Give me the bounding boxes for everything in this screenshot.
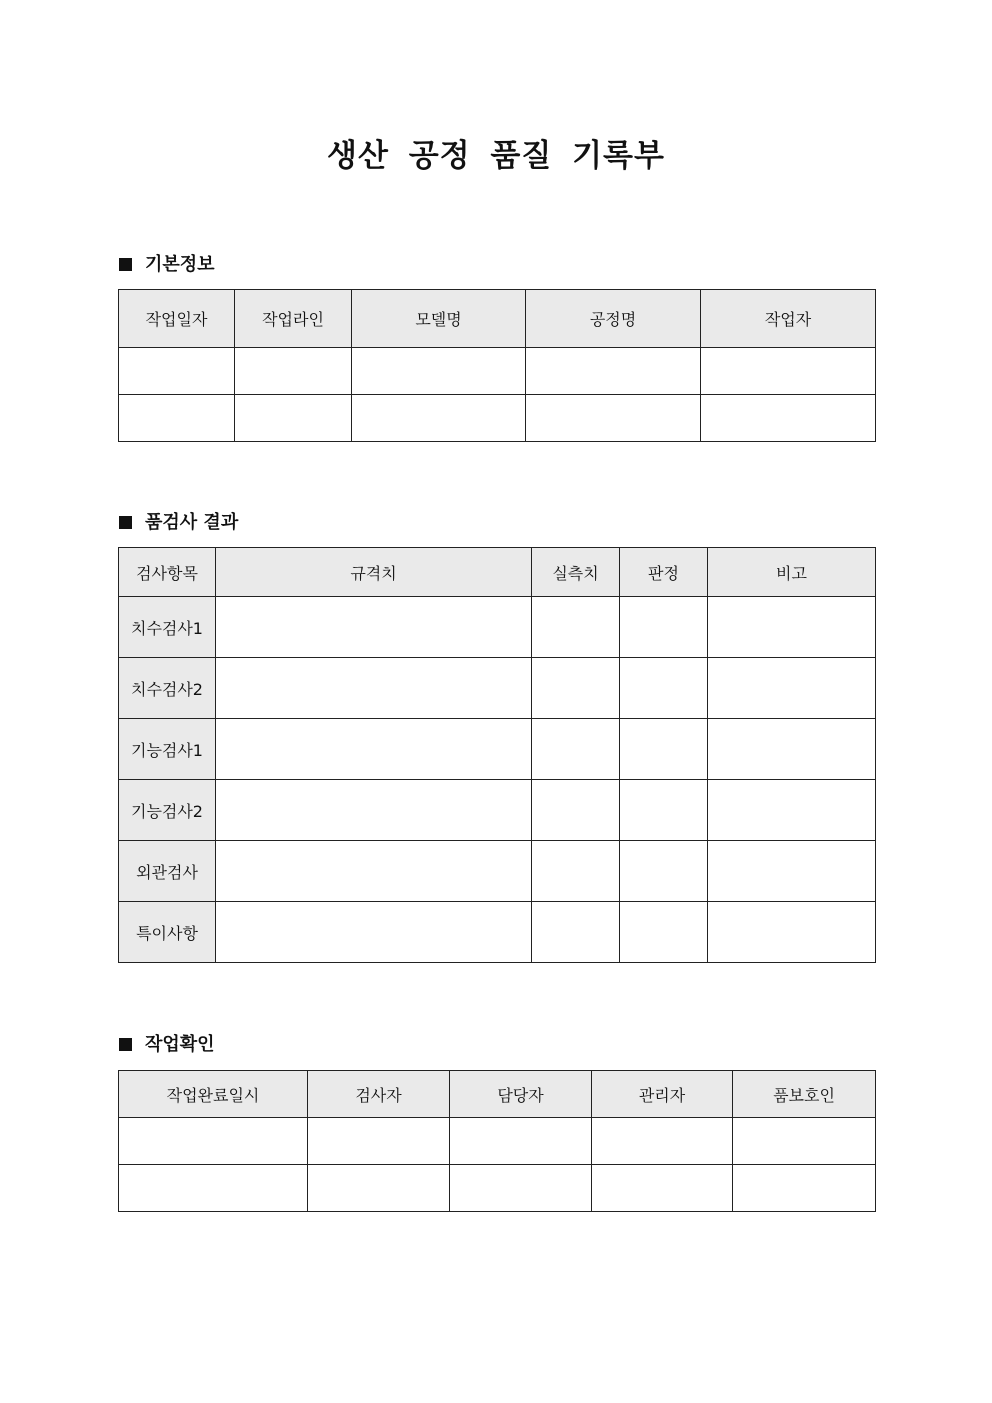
column-header-model-name: 모델명 xyxy=(352,290,526,348)
work-line-cell[interactable] xyxy=(235,348,352,395)
judgment-cell[interactable] xyxy=(620,841,708,902)
measured-value-cell[interactable] xyxy=(532,719,620,780)
column-header-worker: 작업자 xyxy=(701,290,876,348)
table-row xyxy=(119,348,876,395)
process-name-cell[interactable] xyxy=(526,348,701,395)
column-header-judgment: 판정 xyxy=(620,548,708,597)
column-header-inspector: 검사자 xyxy=(308,1071,450,1118)
section-heading-confirmation xyxy=(119,1033,215,1057)
inspector-cell[interactable] xyxy=(308,1118,450,1165)
model-name-cell[interactable] xyxy=(352,395,526,442)
inspection-item-label: 치수검사1 xyxy=(119,597,216,658)
measured-value-cell[interactable] xyxy=(532,902,620,963)
table-row xyxy=(119,597,876,658)
specification-cell[interactable] xyxy=(216,780,532,841)
column-header-work-line: 작업라인 xyxy=(235,290,352,348)
worker-cell[interactable] xyxy=(701,395,876,442)
document-title: 생산 공정 품질 기록부 xyxy=(327,138,665,174)
remarks-cell[interactable] xyxy=(708,719,876,780)
table-header-row xyxy=(119,548,876,597)
person-in-charge-cell[interactable] xyxy=(450,1118,592,1165)
work-date-cell[interactable] xyxy=(119,348,235,395)
table-row xyxy=(119,841,876,902)
quality-guardian-cell[interactable] xyxy=(733,1165,876,1212)
work-line-cell[interactable] xyxy=(235,395,352,442)
specification-cell[interactable] xyxy=(216,719,532,780)
square-bullet-icon xyxy=(119,516,132,529)
table-row xyxy=(119,719,876,780)
remarks-cell[interactable] xyxy=(708,597,876,658)
completion-datetime-cell[interactable] xyxy=(119,1165,308,1212)
column-header-completion-datetime: 작업완료일시 xyxy=(119,1071,308,1118)
inspector-cell[interactable] xyxy=(308,1165,450,1212)
table-row xyxy=(119,780,876,841)
table-row xyxy=(119,658,876,719)
column-header-inspection-item: 검사항목 xyxy=(119,548,216,597)
completion-datetime-cell[interactable] xyxy=(119,1118,308,1165)
remarks-cell[interactable] xyxy=(708,902,876,963)
confirmation-table xyxy=(118,1070,876,1212)
basic-info-table xyxy=(118,289,876,442)
table-row xyxy=(119,902,876,963)
table-row xyxy=(119,395,876,442)
measured-value-cell[interactable] xyxy=(532,780,620,841)
square-bullet-icon xyxy=(119,258,132,271)
table-header-row xyxy=(119,290,876,348)
table-header-row xyxy=(119,1071,876,1118)
judgment-cell[interactable] xyxy=(620,902,708,963)
column-header-manager: 관리자 xyxy=(592,1071,733,1118)
specification-cell[interactable] xyxy=(216,597,532,658)
quality-guardian-cell[interactable] xyxy=(733,1118,876,1165)
inspection-item-label: 외관검사 xyxy=(119,841,216,902)
specification-cell[interactable] xyxy=(216,841,532,902)
judgment-cell[interactable] xyxy=(620,780,708,841)
section-heading-text: 품검사 결과 xyxy=(145,512,239,533)
section-heading-text: 기본정보 xyxy=(145,254,215,275)
section-heading-inspection xyxy=(119,511,238,535)
remarks-cell[interactable] xyxy=(708,841,876,902)
column-header-process-name: 공정명 xyxy=(526,290,701,348)
column-header-person-in-charge: 담당자 xyxy=(450,1071,592,1118)
model-name-cell[interactable] xyxy=(352,348,526,395)
column-header-measured-value: 실측치 xyxy=(532,548,620,597)
inspection-item-label: 치수검사2 xyxy=(119,658,216,719)
worker-cell[interactable] xyxy=(701,348,876,395)
column-header-work-date: 작업일자 xyxy=(119,290,235,348)
inspection-item-label: 특이사항 xyxy=(119,902,216,963)
remarks-cell[interactable] xyxy=(708,780,876,841)
work-date-cell[interactable] xyxy=(119,395,235,442)
measured-value-cell[interactable] xyxy=(532,841,620,902)
manager-cell[interactable] xyxy=(592,1118,733,1165)
square-bullet-icon xyxy=(119,1038,132,1051)
specification-cell[interactable] xyxy=(216,902,532,963)
inspection-item-label: 기능검사1 xyxy=(119,719,216,780)
inspection-item-label: 기능검사2 xyxy=(119,780,216,841)
column-header-quality-guardian: 품보호인 xyxy=(733,1071,876,1118)
section-heading-basic-info xyxy=(119,253,215,277)
column-header-specification: 규격치 xyxy=(216,548,532,597)
column-header-remarks: 비고 xyxy=(708,548,876,597)
measured-value-cell[interactable] xyxy=(532,597,620,658)
manager-cell[interactable] xyxy=(592,1165,733,1212)
judgment-cell[interactable] xyxy=(620,658,708,719)
table-row xyxy=(119,1118,876,1165)
remarks-cell[interactable] xyxy=(708,658,876,719)
judgment-cell[interactable] xyxy=(620,597,708,658)
judgment-cell[interactable] xyxy=(620,719,708,780)
specification-cell[interactable] xyxy=(216,658,532,719)
section-heading-text: 작업확인 xyxy=(145,1034,215,1055)
process-name-cell[interactable] xyxy=(526,395,701,442)
table-row xyxy=(119,1165,876,1212)
measured-value-cell[interactable] xyxy=(532,658,620,719)
inspection-table xyxy=(118,547,876,963)
person-in-charge-cell[interactable] xyxy=(450,1165,592,1212)
